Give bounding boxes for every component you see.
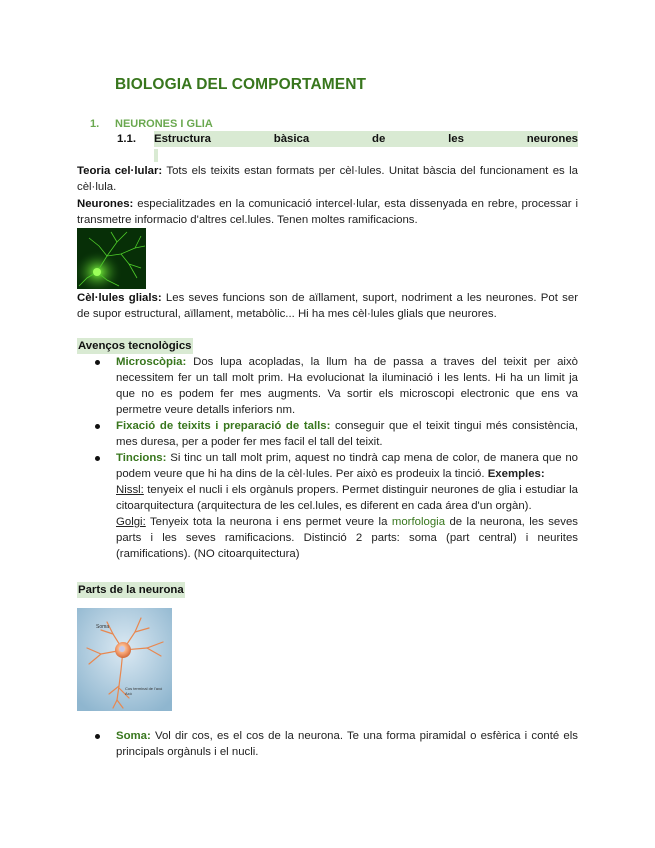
list-item (92, 728, 578, 760)
golgi-text-continued: de la neurona, les seves parts i les seves ramificacions. Distinció 2 parts: soma (part central) i neurites (ramifications). (NO citoarquitectura) (116, 516, 578, 560)
document-title: BIOLOGIA DEL COMPORTAMENT (115, 76, 367, 93)
golgi-text: Tenyeix tota la neurona i ens permet veure la (145, 516, 392, 528)
item-text: conseguir que el teixit tingui més consistència, mes duresa, per a poder fer mes facil el tall del teixit. (116, 420, 578, 448)
list-item (92, 354, 578, 418)
paragraph-teoria-cellular (77, 163, 578, 195)
neuron-micrograph-graphic (77, 228, 146, 289)
subsection-highlight (154, 131, 578, 147)
item-label: Fixació de teixits i preparació de talls: (116, 420, 331, 432)
paragraph-neurones (77, 196, 578, 228)
subsection-word: de (372, 133, 386, 145)
item-label: Tincions: (116, 452, 167, 464)
bullet-icon (95, 360, 100, 365)
diagram-label-soma: Soma (96, 624, 110, 630)
subsection-word: Estructura (154, 133, 211, 145)
section-number: 1. (90, 118, 100, 130)
list-item (92, 418, 578, 450)
subsection-number: 1.1. (117, 133, 136, 145)
item-label: Microscòpia: (116, 356, 187, 368)
heading-avencos: Avenços tecnològics (78, 340, 192, 352)
item-label: Soma: (116, 730, 151, 742)
term-label: Cèl·lules glials: (77, 292, 162, 304)
nissl-label: Nissl: (116, 484, 144, 496)
item-text: Si tinc un tall molt prim, aquest no tindrà cap mena de color, de manera que no podem veure que hi ha dins de la cèl·lules. Per això es prodeuix la tinció. (116, 452, 578, 480)
neuron-diagram-image (77, 608, 172, 711)
paragraph-text: Les seves funcions son de aïllament, suport, nodriment a les neurones. Pot ser de supor estructural, aïllament, metabòlic... Hi ha mes cèl·lules glials que neurores. (77, 292, 578, 320)
subsection-word: bàsica (273, 133, 310, 145)
nissl-text: tenyeix el nucli i els orgànuls propers. Permet distinguir neurones de glia i estudiar la citoarquitectura (arquitectura de les cel.lules, es diferent en cada área d'un orgàn). (116, 484, 578, 512)
parts-list (92, 728, 578, 760)
paragraph-text: Tots els teixits estan formats per cèl·lules. Unitat bàscia del funcionament es la cèl·lula. (77, 165, 578, 193)
diagram-label-axon: Axó (125, 691, 132, 696)
paragraph-text: especialitzades en la comunicació intercel·lular, esta dissenyada en rebre, processar i transmetre informacio d'altres cel.lules. Tenen moltes ramificacions. (77, 198, 578, 226)
paragraph-glials (77, 290, 578, 322)
section-heading (90, 116, 213, 132)
golgi-label: Golgi: (116, 516, 146, 528)
morfologia-link[interactable]: morfologia (391, 516, 446, 528)
subsection-word: neurones (526, 133, 578, 145)
section-label: NEURONES I GLIA (115, 118, 213, 130)
examples-label: Exemples: (487, 468, 545, 480)
list-item (92, 450, 578, 562)
neuron-diagram-graphic (77, 608, 172, 711)
heading-parts: Parts de la neurona (78, 584, 184, 596)
avencos-list (92, 354, 578, 562)
term-label: Neurones: (77, 198, 134, 210)
bullet-icon (95, 424, 100, 429)
subsection-word: les (448, 133, 464, 145)
item-text: Vol dir cos, es el cos de la neurona. Te una forma piramidal o esfèrica i conté els principals orgànuls i el nucli. (116, 730, 578, 758)
item-text: Dos lupa acopladas, la llum ha de passa a traves del teixit per això necessitem fer un tall molt prim. Ha evolucionat la iluminació i les lents. Hi ha un limit ja que no es podem fer mes augments. Va sortir els microscopi electronic que ens va permetre veure detalls inferiors nm. (116, 356, 578, 416)
neuron-micrograph-image (77, 228, 146, 289)
diagram-label-terminal: Cos terminal de l'axó (125, 686, 163, 691)
bullet-icon (95, 456, 100, 461)
highlight-tail (154, 149, 158, 162)
bullet-icon (95, 734, 100, 739)
term-label: Teoria cel·lular: (77, 165, 163, 177)
